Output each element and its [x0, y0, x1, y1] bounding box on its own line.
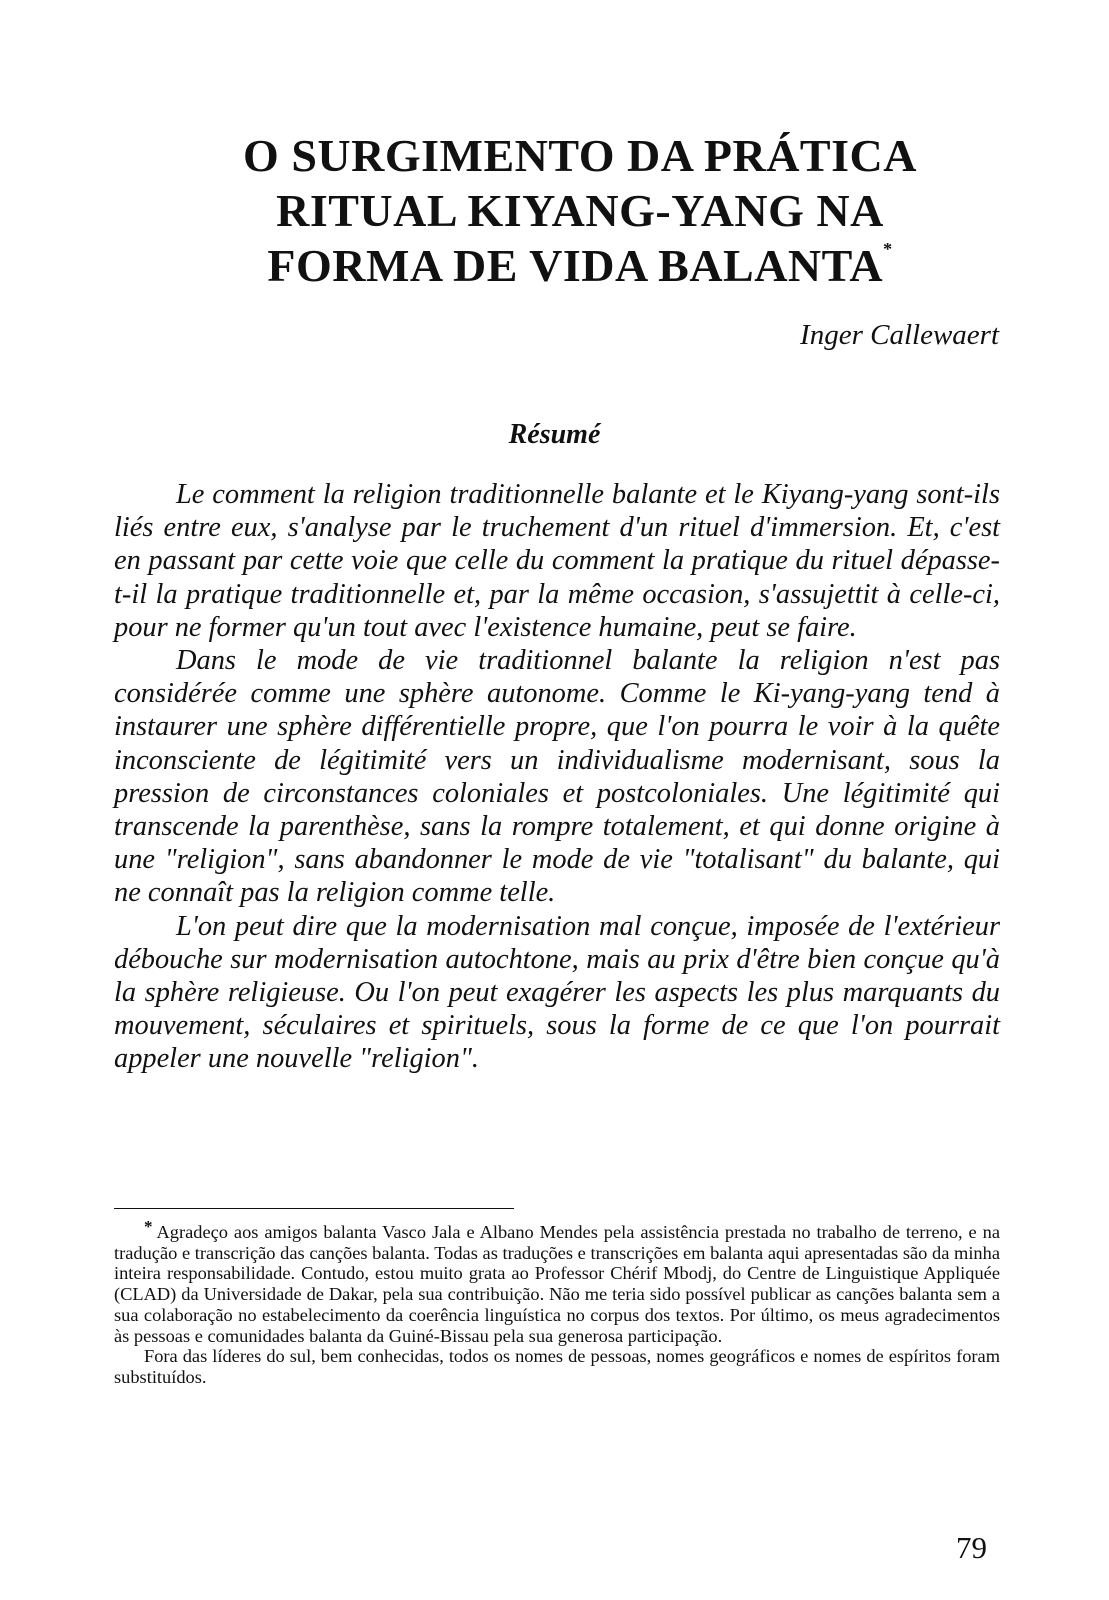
footnotes	[114, 1217, 1000, 1388]
footnote-separator	[114, 1208, 514, 1209]
footnote-marker: *	[144, 1217, 153, 1236]
abstract-body	[114, 478, 1000, 1076]
footnote-1-text: Agradeço aos amigos balanta Vasco Jala e Albano Mendes pela assistência prestada no trabalho de terreno, e na tradução e transcrição das canções balanta. Todas as traduções e transcrições em balanta aqui apresentadas são da minha inteira responsabilidade. Contudo, estou muito grata ao Professor Chérif Mbodj, do Centre de Linguistique Appliquée (CLAD) da Universidade de Dakar, pela sua contribuição. Não me teria sido possível publicar as canções balanta sem a sua colaboração no estabelecimento da coerência linguística no corpus dos textos. Por último, os meus agradecimentos às pessoas e comunidades balanta da Guiné-Bissau pela sua generosa participação.	[114, 1222, 1000, 1346]
footnote-2: Fora das líderes do sul, bem conhecidas, todos os nomes de pessoas, nomes geográficos e nomes de espíritos foram substituídos.	[114, 1346, 1000, 1387]
abstract-paragraph-1: Le comment la religion traditionnelle balante et le Kiyang-yang sont-ils liés entre eux, s'analyse par le truchement d'un rituel d'immersion. Et, c'est en passant par cette voie que celle du comment la pratique du rituel dépasse-t-il la pratique traditionnelle et, par la même occasion, s'assujettit à celle-ci, pour ne former qu'un tout avec l'existence humaine, peut se faire.	[114, 479, 1000, 643]
footnote-1	[114, 1217, 1000, 1346]
title-line-2: RITUAL KIYANG-YANG NA	[276, 185, 884, 236]
page-number: 79	[956, 1530, 987, 1565]
abstract-paragraph-2: Dans le mode de vie traditionnel balante la religion n'est pas considérée comme une sphère autonome. Comme le Ki-yang-yang tend à instaurer une sphère différentielle propre, que l'on pourra le voir à la quête inconsciente de légitimité vers un individualisme modernisant, sous la pression de circonstances coloniales et postcoloniales. Une légitimité qui transcende la parenthèse, sans la rompre totalement, et qui donne origine à une "religion", sans abandonner le mode de vie "totalisant" du balante, qui ne connaît pas la religion comme telle.	[114, 645, 1000, 909]
article-title	[140, 128, 1020, 293]
title-line-1: O SURGIMENTO DA PRÁTICA	[243, 130, 917, 181]
abstract-heading: Résumé	[508, 419, 601, 450]
abstract-paragraph-3: L'on peut dire que la modernisation mal conçue, imposée de l'extérieur débouche sur modernisation autochtone, mais au prix d'être bien conçue qu'à la sphère religieuse. Ou l'on peut exagérer les aspects les plus marquants du mouvement, séculaires et spirituels, sous la forme de ce que l'on pourrait appeler une nouvelle "religion".	[114, 910, 1000, 1075]
title-line-3	[140, 238, 1020, 293]
title-line-3-text: FORMA DE VIDA BALANTA	[267, 240, 884, 291]
title-footnote-marker: *	[883, 239, 893, 259]
author-name: Inger Callewaert	[800, 319, 999, 351]
